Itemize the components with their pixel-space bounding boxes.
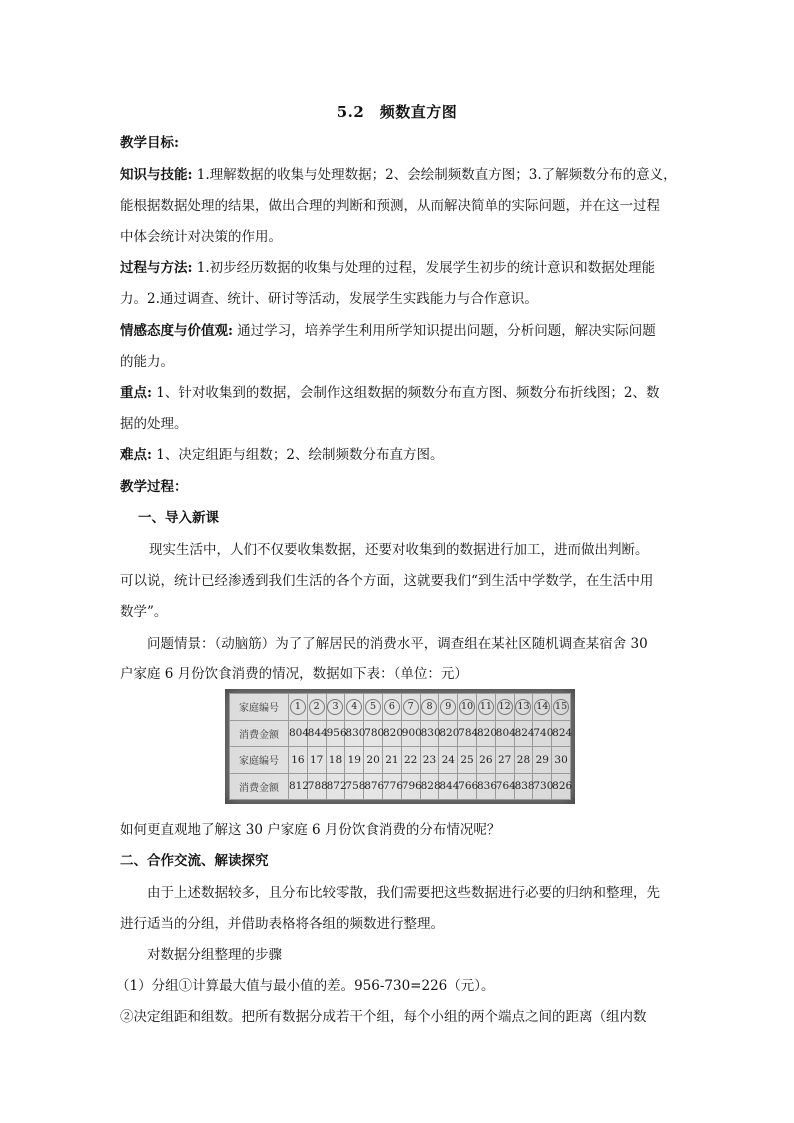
table-cell — [533, 694, 552, 721]
knowledge-line-2: 能根据数据处理的结果，做出合理的判断和预测，从而解决简单的实际问题，并在这一过程 — [120, 198, 660, 214]
page-title: 5.2 频数直方图 — [336, 103, 458, 121]
table-cell: 24 — [439, 747, 458, 774]
circled-number: 2 — [309, 699, 325, 715]
table-cell: 26 — [476, 747, 495, 774]
table-cell: 812 — [289, 773, 308, 800]
table-cell — [289, 694, 308, 721]
row-header: 家庭编号 — [230, 747, 289, 774]
table-cell: 25 — [458, 747, 477, 774]
objectives-heading: 教学目标: — [120, 135, 179, 151]
difficult-label: 难点: — [120, 447, 152, 463]
table-cell: 830 — [345, 720, 364, 747]
table-row — [230, 747, 571, 774]
attitude-line-1 — [120, 321, 680, 341]
section1-p1-line-2: 可以说，统计已经渗透到我们生活的各个方面，这就要我们“到生活中学数学，在生活中用 — [120, 573, 654, 589]
circled-number: 7 — [403, 699, 419, 715]
table-cell — [382, 694, 401, 721]
section2-p1-line-2: 进行适当的分组，并借助表格将各组的频数进行整理。 — [120, 916, 444, 932]
table-cell — [514, 694, 533, 721]
knowledge-line-3: 中体会统计对决策的作用。 — [120, 229, 282, 245]
table-row — [230, 694, 571, 721]
row-header: 消费金额 — [230, 720, 289, 747]
table-cell: 27 — [495, 747, 514, 774]
section2-heading: 二、合作交流、解读探究 — [120, 853, 269, 869]
circled-number: 3 — [327, 699, 343, 715]
section2-p3: （1）分组①计算最大值与最小值的差。956-730=226（元）。 — [116, 978, 495, 994]
section2-p1-line-1: 由于上述数据较多，且分布比较零散，我们需要把这些数据进行必要的归纳和整理，先 — [147, 885, 660, 901]
table-cell: 18 — [326, 747, 345, 774]
table-cell: 956 — [326, 720, 345, 747]
table-cell: 766 — [458, 773, 477, 800]
table-row — [230, 720, 571, 747]
process-label: 过程与方法: — [120, 260, 193, 276]
table-cell: 820 — [476, 720, 495, 747]
table-cell: 17 — [307, 747, 326, 774]
circled-number: 8 — [421, 699, 437, 715]
table-cell — [420, 694, 439, 721]
key-label: 重点: — [120, 385, 152, 401]
table-cell: 876 — [364, 773, 383, 800]
section1-p2-line-1: 问题情景：（动脑筋）为了了解居民的消费水平，调查组在某社区随机调查某宿舍 30 — [147, 636, 648, 652]
table-cell: 836 — [476, 773, 495, 800]
key-line-2: 据的处理。 — [120, 416, 188, 432]
section1-p1-line-3: 数学”。 — [120, 604, 168, 620]
table-cell: 730 — [533, 773, 552, 800]
circled-number: 4 — [346, 699, 362, 715]
table-cell: 30 — [552, 747, 571, 774]
circled-number: 13 — [515, 699, 531, 715]
table-cell — [458, 694, 477, 721]
difficult-line-1 — [120, 445, 680, 465]
circled-number: 12 — [497, 699, 513, 715]
table-cell: 764 — [495, 773, 514, 800]
table-cell — [439, 694, 458, 721]
section2-p2: 对数据分组整理的步骤 — [147, 947, 282, 963]
consumption-table — [229, 693, 571, 800]
table-cell: 820 — [382, 720, 401, 747]
attitude-label: 情感态度与价值观: — [120, 323, 233, 339]
table-cell: 758 — [345, 773, 364, 800]
attitude-line-2: 的能力。 — [120, 354, 174, 370]
key-line-1 — [120, 383, 680, 403]
process-heading: 教学过程： — [120, 479, 188, 495]
table-cell: 740 — [533, 720, 552, 747]
table-row — [230, 773, 571, 800]
table-cell: 824 — [514, 720, 533, 747]
circled-number: 15 — [553, 699, 569, 715]
table-cell: 872 — [326, 773, 345, 800]
table-cell: 22 — [401, 747, 420, 774]
consumption-data-photo — [225, 689, 575, 804]
knowledge-text-1: 1.理解数据的收集与处理数据；2、会绘制频数直方图；3.了解频数分布的意义， — [192, 167, 677, 183]
circled-number: 9 — [440, 699, 456, 715]
table-cell — [326, 694, 345, 721]
table-cell: 838 — [514, 773, 533, 800]
circled-number: 6 — [384, 699, 400, 715]
circled-number: 1 — [290, 699, 306, 715]
table-cell: 23 — [420, 747, 439, 774]
table-cell: 21 — [382, 747, 401, 774]
table-cell: 28 — [514, 747, 533, 774]
table-cell: 804 — [495, 720, 514, 747]
table-cell: 820 — [439, 720, 458, 747]
table-cell: 19 — [345, 747, 364, 774]
section2-p4: ②决定组距和组数。把所有数据分成若干个组，每个小组的两个端点之间的距离（组内数 — [120, 1009, 647, 1025]
section1-heading: 一、导入新课 — [138, 510, 219, 526]
table-cell: 29 — [533, 747, 552, 774]
circled-number: 14 — [534, 699, 550, 715]
process-line-2: 力。2.通过调查、统计、研讨等活动，发展学生实践能力与合作意识。 — [120, 291, 538, 307]
table-cell — [307, 694, 326, 721]
circled-number: 10 — [459, 699, 475, 715]
table-cell: 900 — [401, 720, 420, 747]
table-cell: 20 — [364, 747, 383, 774]
table-cell — [476, 694, 495, 721]
table-cell: 796 — [401, 773, 420, 800]
knowledge-line-1 — [120, 165, 680, 185]
section1-p2-line-2: 户家庭 6 月份饮食消费的情况，数据如下表：（单位：元） — [120, 666, 468, 682]
process-text-1: 1.初步经历数据的收集与处理的过程，发展学生初步的统计意识和数据处理能 — [192, 260, 656, 276]
difficult-text-1: 1、决定组距与组数；2、绘制频数分布直方图。 — [151, 447, 444, 463]
table-cell — [364, 694, 383, 721]
table-cell: 780 — [364, 720, 383, 747]
knowledge-label: 知识与技能: — [120, 167, 193, 183]
row-header: 家庭编号 — [230, 694, 289, 721]
table-cell: 784 — [458, 720, 477, 747]
table-cell — [552, 694, 571, 721]
table-cell: 844 — [307, 720, 326, 747]
table-cell: 16 — [289, 747, 308, 774]
section1-p1-line-1: 现实生活中，人们不仅要收集数据，还要对收集到的数据进行加工，进而做出判断。 — [149, 542, 649, 558]
table-cell: 804 — [289, 720, 308, 747]
table-cell: 844 — [439, 773, 458, 800]
table-cell: 824 — [552, 720, 571, 747]
key-text-1: 1、针对收集到的数据，会制作这组数据的频数分布直方图、频数分布折线图；2、数 — [151, 385, 660, 401]
attitude-text-1: 通过学习，培养学生利用所学知识提出问题，分析问题，解决实际问题 — [232, 323, 656, 339]
table-cell: 788 — [307, 773, 326, 800]
table-cell — [345, 694, 364, 721]
question-text: 如何更直观地了解这 30 户家庭 6 月份饮食消费的分布情况呢？ — [120, 822, 501, 838]
table-cell: 826 — [552, 773, 571, 800]
table-cell: 830 — [420, 720, 439, 747]
table-cell — [401, 694, 420, 721]
circled-number: 11 — [478, 699, 494, 715]
process-line-1 — [120, 258, 680, 278]
circled-number: 5 — [365, 699, 381, 715]
table-cell: 776 — [382, 773, 401, 800]
table-cell: 828 — [420, 773, 439, 800]
table-cell — [495, 694, 514, 721]
row-header: 消费金额 — [230, 773, 289, 800]
